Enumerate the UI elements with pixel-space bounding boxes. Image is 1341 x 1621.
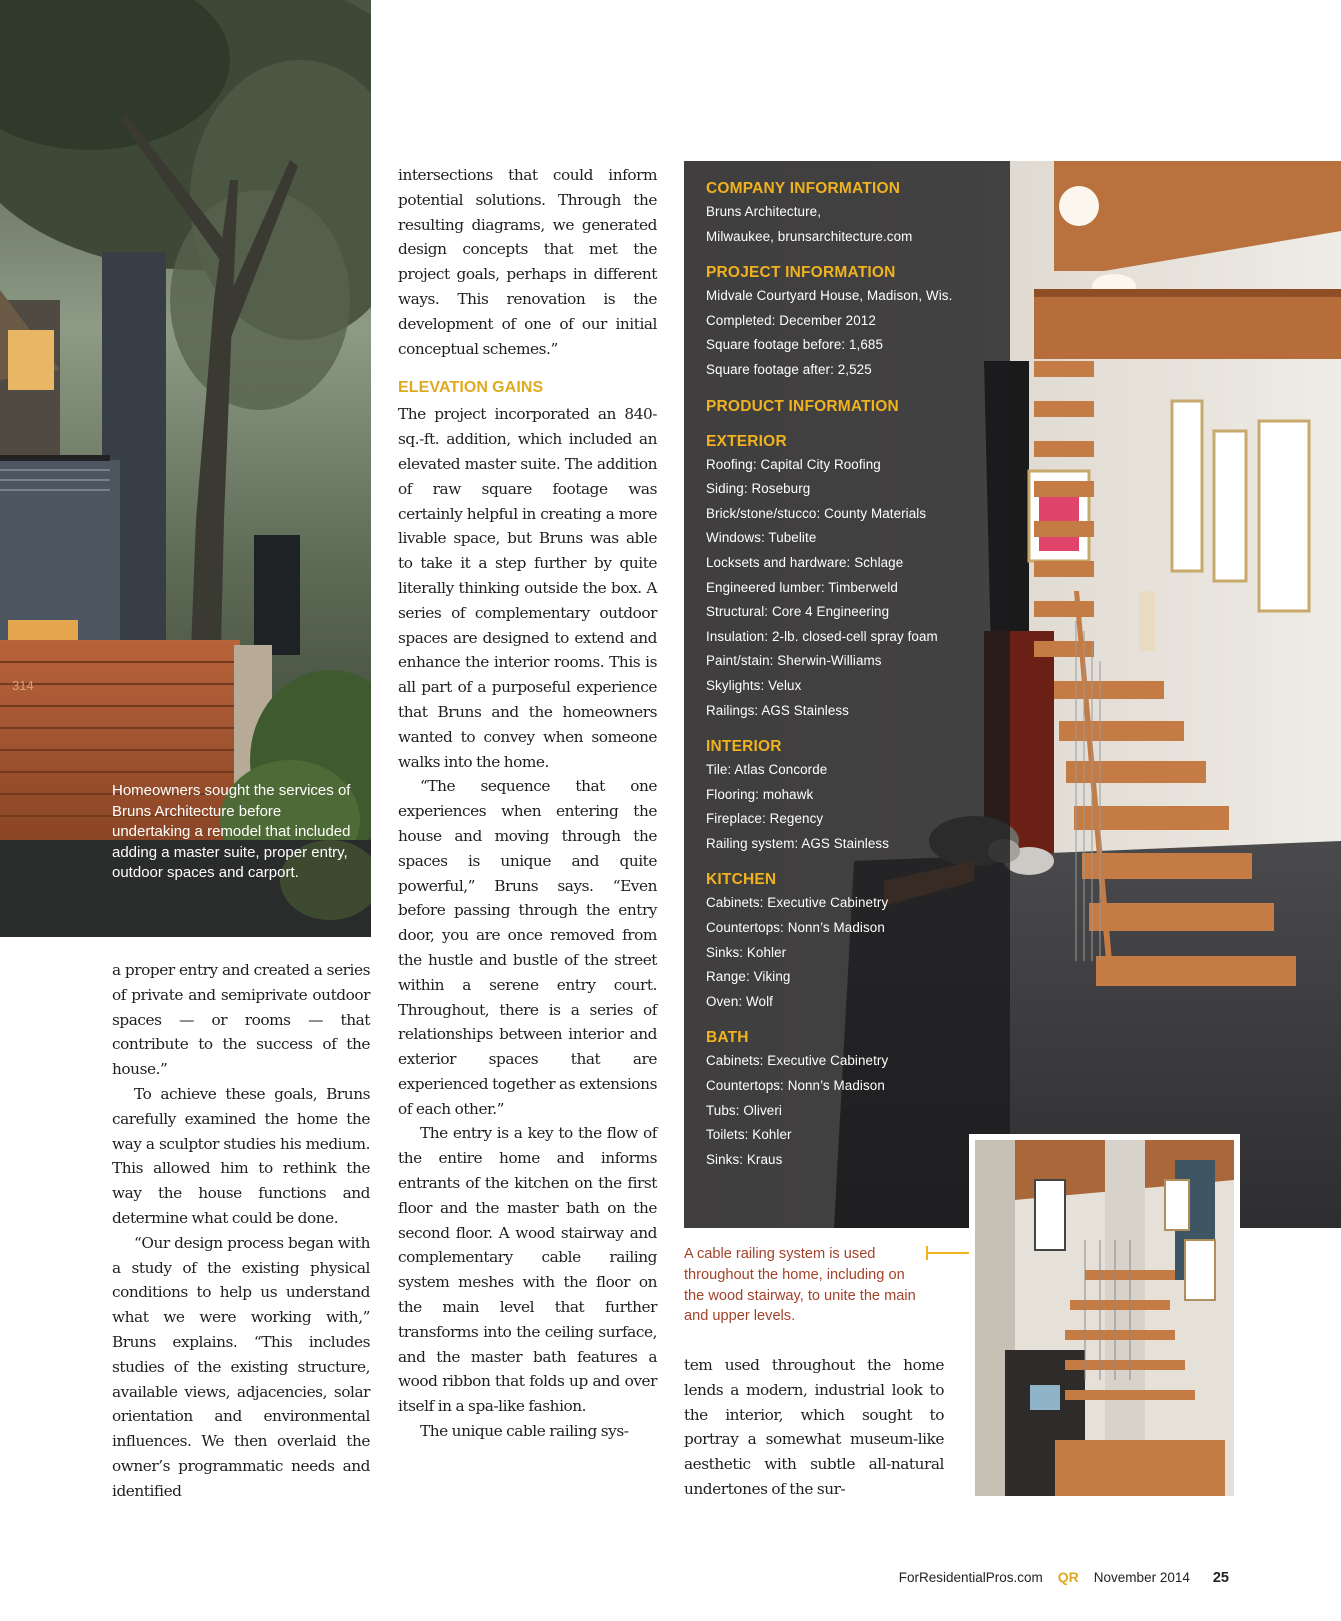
paragraph: The entry is a key to the flow of the entire home and informs entrants of the kitchen on the first floor and the master bath on the second floor. A wood stairway and complementary cable railing system meshes with the floor on the main level that further transforms into the ceiling surface, and the master bath features a wood ribbon that folds up and over itself in a spa-like fashion. [398,1124,657,1416]
info-heading: BATH [706,1029,749,1047]
info-line: Railing system: AGS Stainless [706,835,889,851]
info-line: Cabinets: Executive Cabinetry [706,1053,889,1069]
info-line: Square footage after: 2,525 [706,361,872,377]
info-heading: COMPANY INFORMATION [706,180,901,197]
info-line: Insulation: 2-lb. closed-cell spray foam [706,628,938,644]
article-column-1 [112,958,370,1504]
exterior-photo [0,0,371,937]
page-number: 25 [1212,1570,1229,1586]
article-column-2 [398,163,657,1444]
paragraph: tem used throughout the home lends a modern, industrial look to the interior, which sought to portray a somewhat museum-like aesthetic with subtle all-natural undertones of the sur- [684,1356,944,1498]
info-line: Tile: Atlas Concorde [706,762,828,778]
info-line: Skylights: Velux [706,677,802,693]
paragraph: The unique cable railing sys- [420,1422,629,1441]
info-line: Engineered lumber: Timberweld [706,579,898,595]
info-line: Oven: Wolf [706,993,773,1009]
info-heading: INTERIOR [706,738,782,756]
info-line: Range: Viking [706,969,791,985]
paragraph: To achieve these goals, Bruns carefully examined the home the way a sculptor studies his medium. This allowed him to rethink the way the house functions and determine what could be done. [112,1084,370,1227]
paragraph: intersections that could inform potential solutions. Through the resulting diagrams, we generated design concepts that met the project goals, perhaps in different ways. This renovation is the development of one of our initial conceptual schemes.” [398,166,657,358]
info-line: Windows: Tubelite [706,530,817,546]
exterior-photo-caption: Homeowners sought the services of Bruns Architecture before undertaking a remodel that included adding a master suite, proper entry, outdoor spaces and carport. [112,782,351,882]
info-line: Structural: Core 4 Engineering [706,604,890,620]
info-heading: PROJECT INFORMATION [706,264,896,282]
cable-railing-illustration [975,1140,1234,1496]
footer-brand: QR [1057,1569,1079,1585]
footer-site: ForResidentialPros.com [898,1570,1043,1585]
section-heading: ELEVATION GAINS [398,379,544,397]
info-line: Countertops: Nonn’s Madison [706,1078,885,1094]
info-line: Flooring: mohawk [706,786,814,802]
paragraph: “The sequence that one experiences when entering the house and moving through the spaces is unique and quite powerful,” Bruns says. “Even before passing through the entry door, you are once removed from the hustle and bustle of the street within a serene entry court. Throughout, there is a series of relationships between interior and exterior spaces that are experienced together as extensions of each other.” [398,777,657,1118]
info-line: Square footage before: 1,685 [706,337,884,353]
page-footer [899,1569,1229,1586]
info-line: Siding: Roseburg [706,481,811,497]
house-number: 314 [12,678,34,693]
info-line: Paint/stain: Sherwin-Williams [706,653,882,669]
paragraph: The project incorporated an 840-sq.-ft. addition, which included an elevated master suite. The addition of raw square footage was certainly helpful in creating a more livable space, but Bruns was able to take it a step further by quite literally thinking outside the box. A series of complementary outdoor spaces are designed to extend and enhance the interior rooms. This is all part of a purposeful experience that Bruns and the homeowners wanted to convey when someone walks into the home. [398,405,657,771]
info-line: Locksets and hardware: Schlage [706,554,904,570]
info-heading: KITCHEN [706,871,777,889]
info-line: Tubs: Oliveri [706,1102,782,1118]
product-info-list [706,178,1006,1172]
cable-railing-photo [969,1134,1240,1502]
info-line: Toilets: Kohler [706,1127,792,1143]
stair-photo-caption: A cable railing system is used throughout the home, including on the wood stairway, to unite the main and upper levels. [684,1246,916,1325]
info-heading: EXTERIOR [706,432,787,450]
info-line: Bruns Architecture, [706,204,822,219]
info-line: Completed: December 2012 [706,312,876,328]
paragraph: “Our design process began with a study of the existing physical conditions to help us understand what we were working with,” Bruns explains. “This includes studies of the existing structure, available views, adjacencies, solar orientation and environmental influences. We then overlaid the owner’s programmatic needs and identified [112,1233,370,1500]
paragraph: a proper entry and created a series of private and semiprivate outdoor spaces — or rooms — that contribute to the success of the house.” [112,961,370,1079]
footer-issue: November 2014 [1093,1570,1190,1585]
info-line: Railings: AGS Stainless [706,702,849,718]
info-line: Cabinets: Executive Cabinetry [706,895,889,911]
info-line: Fireplace: Regency [706,811,824,827]
info-line: Brick/stone/stucco: County Materials [706,505,927,521]
info-line: Midvale Courtyard House, Madison, Wis. [706,288,953,304]
info-line: Sinks: Kohler [706,944,787,960]
info-line: Sinks: Kraus [706,1151,783,1167]
article-column-3 [684,1353,944,1502]
info-heading: PRODUCT INFORMATION [706,397,899,415]
info-line: Roofing: Capital City Roofing [706,456,881,472]
info-line: Milwaukee, brunsarchitecture.com [706,228,913,244]
info-line: Countertops: Nonn’s Madison [706,920,885,936]
